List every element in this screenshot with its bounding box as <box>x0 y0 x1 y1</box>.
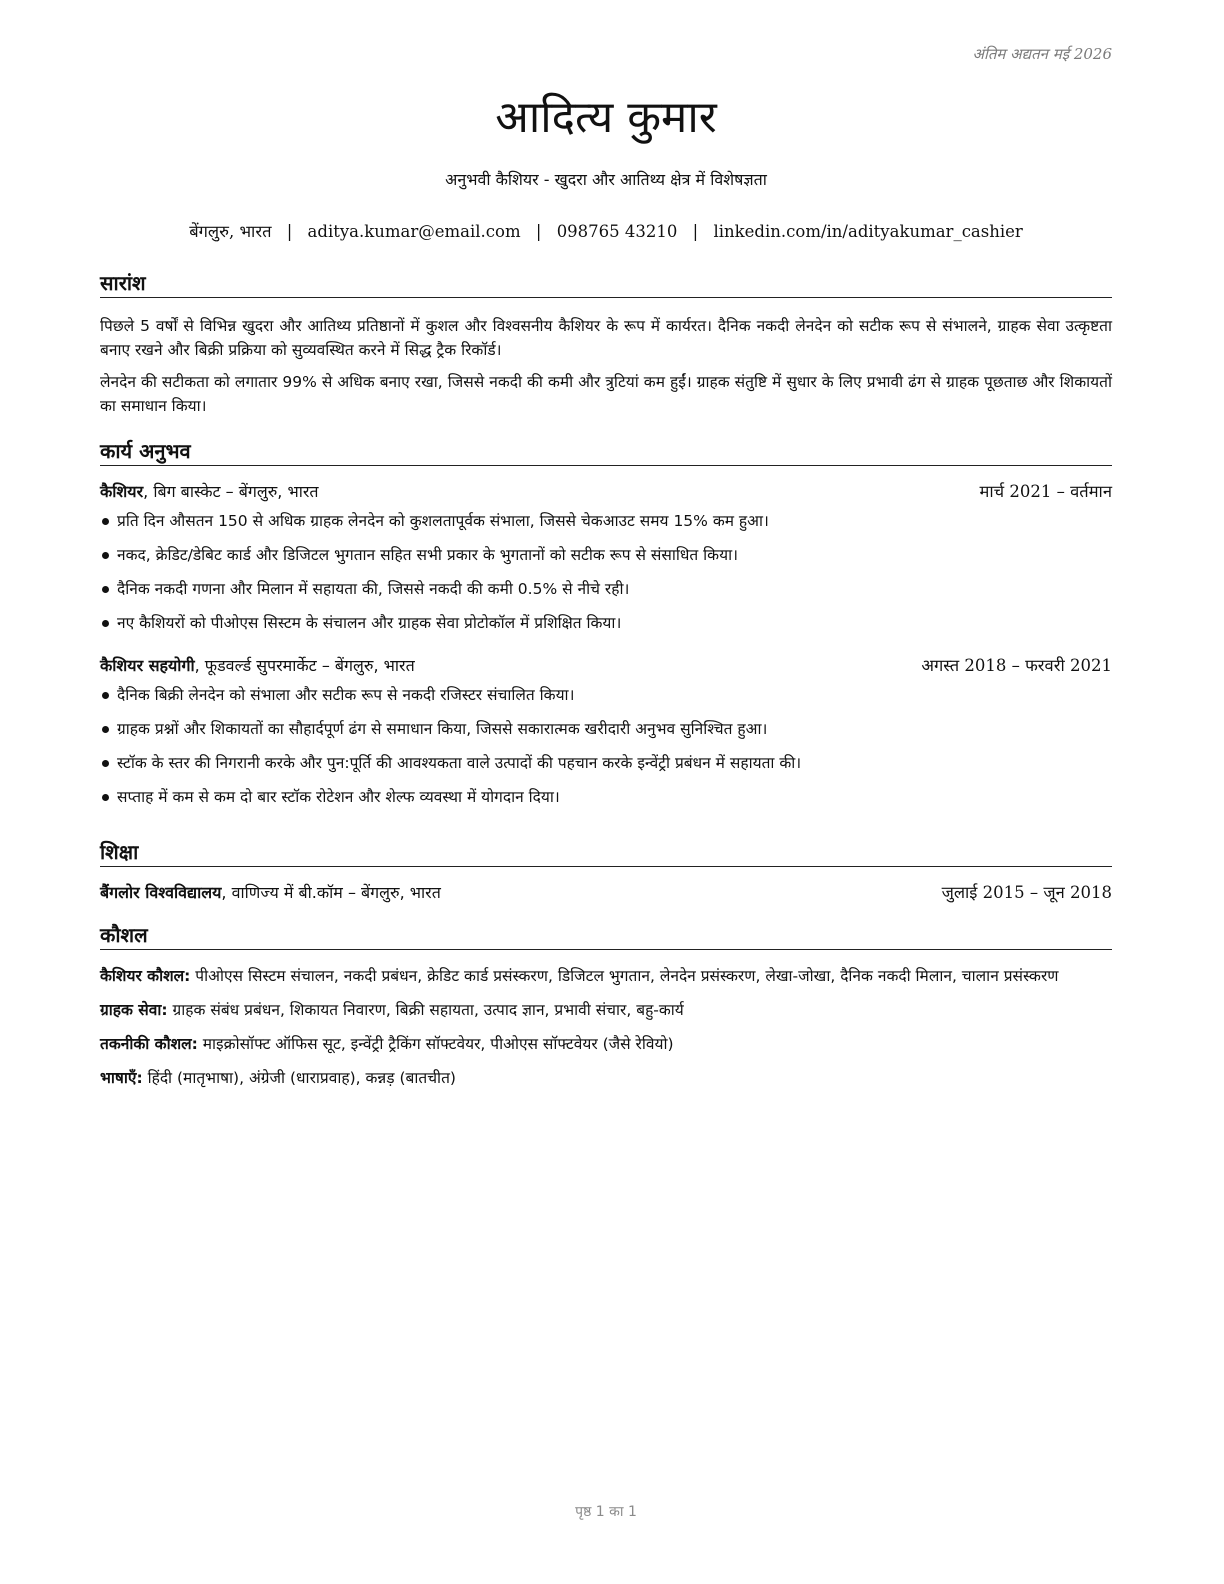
candidate-headline: अनुभवी कैशियर - खुदरा और आतिथ्य क्षेत्र में विशेषज्ञता <box>445 170 767 189</box>
job-dates: मार्च 2021 – वर्तमान <box>979 482 1112 501</box>
contact-separator: | <box>535 222 542 241</box>
bullet-item <box>100 712 1112 746</box>
contact-separator: | <box>692 222 699 241</box>
bullet-text: नए कैशियरों को पीओएस सिस्टम के संचालन और ग्राहक सेवा प्रोटोकॉल में प्रशिक्षित किया। <box>117 614 622 632</box>
bullet-text: सप्ताह में कम से कम दो बार स्टॉक रोटेशन और शेल्फ व्यवस्था में योगदान दिया। <box>117 788 560 806</box>
bullet-text: नकद, क्रेडिट/डेबिट कार्ड और डिजिटल भुगतान सहित सभी प्रकार के भुगतानों को सटीक रूप से संसाधित किया। <box>117 546 738 564</box>
education-institution: बैंगलोर विश्वविद्यालय <box>100 883 222 902</box>
job-header <box>100 654 1112 678</box>
skill-row <box>100 998 1112 1022</box>
section-title-summary: सारांश <box>100 270 1112 298</box>
skill-row <box>100 964 1112 988</box>
contact-separator: | <box>286 222 293 241</box>
skill-row <box>100 1032 1112 1056</box>
job-header <box>100 480 1112 504</box>
bullet-dot-icon <box>102 518 109 525</box>
skill-label: तकनीकी कौशल: <box>100 1035 198 1053</box>
bullet-dot-icon <box>102 692 109 699</box>
bullet-item <box>100 780 1112 814</box>
section-title-education: शिक्षा <box>100 839 1112 867</box>
education-section <box>100 839 1112 905</box>
job-employer: , फूडवर्ल्ड सुपरमार्केट – बेंगलुरु, भारत <box>194 656 415 675</box>
skill-value: पीओएस सिस्टम संचालन, नकदी प्रबंधन, क्रेडिट कार्ड प्रसंस्करण, डिजिटल भुगतान, लेनदेन प्रसंस्करण, लेखा-जोखा, दैनिक नकदी मिलान, चालान प्रसंस्करण <box>190 967 1059 985</box>
education-degree: , वाणिज्य में बी.कॉम – बेंगलुरु, भारत <box>221 883 441 902</box>
skills-section <box>100 922 1112 1100</box>
bullet-dot-icon <box>102 586 109 593</box>
bullet-text: प्रति दिन औसतन 150 से अधिक ग्राहक लेनदेन को कुशलतापूर्वक संभाला, जिससे चेकआउट समय 15% कम हुआ। <box>117 512 769 530</box>
job-entry <box>100 654 1112 814</box>
summary-paragraph: लेनदेन की सटीकता को लगातार 99% से अधिक बनाए रखा, जिससे नकदी की कमी और त्रुटियां कम हुईं। ग्राहक संतुष्टि में सुधार के लिए प्रभावी ढंग से ग्राहक पूछताछ और शिकायतों का समाधान किया। <box>100 373 1112 415</box>
bullet-item <box>100 504 1112 538</box>
bullet-item <box>100 572 1112 606</box>
contact-phone: 098765 43210 <box>556 222 678 241</box>
resume-page <box>100 0 1112 1584</box>
bullet-item <box>100 606 1112 640</box>
job-title-line <box>100 654 415 678</box>
job-employer: , बिग बास्केट – बेंगलुरु, भारत <box>143 482 319 501</box>
skill-value: हिंदी (मातृभाषा), अंग्रेजी (धाराप्रवाह), कन्नड़ (बातचीत) <box>142 1069 456 1087</box>
bullet-item <box>100 538 1112 572</box>
bullet-text: ग्राहक प्रश्नों और शिकायतों का सौहार्दपूर्ण ढंग से समाधान किया, जिससे सकारात्मक खरीदारी अनुभव सुनिश्चित हुआ। <box>117 720 768 738</box>
bullet-text: दैनिक बिक्री लेनदेन को संभाला और सटीक रूप से नकदी रजिस्टर संचालित किया। <box>117 686 575 704</box>
section-title-experience: कार्य अनुभव <box>100 438 1112 466</box>
page-number: पृष्ठ 1 का 1 <box>575 1504 637 1520</box>
job-title-line <box>100 480 319 504</box>
bullet-text: दैनिक नकदी गणना और मिलान में सहायता की, जिससे नकदी की कमी 0.5% से नीचे रही। <box>117 580 630 598</box>
skill-value: माइक्रोसॉफ्ट ऑफिस सूट, इन्वेंट्री ट्रैकिंग सॉफ्टवेयर, पीओएस सॉफ्टवेयर (जैसे रेवियो) <box>197 1035 674 1053</box>
contact-line <box>100 219 1112 242</box>
job-bullets <box>100 678 1112 814</box>
bullet-text: स्टॉक के स्तर की निगरानी करके और पुन:पूर्ति की आवश्यकता वाले उत्पादों की पहचान करके इन्वेंट्री प्रबंधन में सहायता की। <box>117 754 802 772</box>
summary-paragraph: पिछले 5 वर्षों से विभिन्न खुदरा और आतिथ्य प्रतिष्ठानों में कुशल और विश्वसनीय कैशियर के रूप में कार्यरत। दैनिक नकदी लेनदेन को सटीक रूप से संभालने, ग्राहक सेवा उत्कृष्टता बनाए रखने और बिक्री प्रक्रिया को सुव्यवस्थित करने में सिद्ध ट्रैक रिकॉर्ड। <box>100 317 1112 359</box>
section-title-skills: कौशल <box>100 922 1112 950</box>
skill-label: भाषाएँ: <box>100 1069 143 1087</box>
contact-linkedin[interactable]: linkedin.com/in/adityakumar_cashier <box>713 222 1023 241</box>
bullet-dot-icon <box>102 620 109 627</box>
job-role: कैशियर सहयोगी <box>100 656 195 675</box>
education-entry <box>100 881 1112 905</box>
contact-location: बेंगलुरु, भारत <box>189 222 272 241</box>
job-dates: अगस्त 2018 – फरवरी 2021 <box>921 656 1112 675</box>
candidate-name: आदित्य कुमार <box>495 92 717 143</box>
skill-value: ग्राहक संबंध प्रबंधन, शिकायत निवारण, बिक्री सहायता, उत्पाद ज्ञान, प्रभावी संचार, बहु-कार्य <box>167 1001 684 1019</box>
bullet-dot-icon <box>102 760 109 767</box>
bullet-item <box>100 678 1112 712</box>
bullet-dot-icon <box>102 552 109 559</box>
skill-label: कैशियर कौशल: <box>100 967 191 985</box>
education-dates: जुलाई 2015 – जून 2018 <box>941 883 1112 902</box>
bullet-item <box>100 746 1112 780</box>
bullet-dot-icon <box>102 726 109 733</box>
bullet-dot-icon <box>102 794 109 801</box>
education-line <box>100 881 441 905</box>
skill-label: ग्राहक सेवा: <box>100 1001 168 1019</box>
job-role: कैशियर <box>100 482 144 501</box>
experience-section <box>100 438 1112 814</box>
job-entry <box>100 480 1112 640</box>
last-updated-note: अंतिम अद्यतन मई 2026 <box>972 45 1112 63</box>
skill-row <box>100 1066 1112 1090</box>
job-bullets <box>100 504 1112 640</box>
contact-email[interactable]: aditya.kumar@email.com <box>307 222 521 241</box>
summary-section <box>100 270 1112 418</box>
